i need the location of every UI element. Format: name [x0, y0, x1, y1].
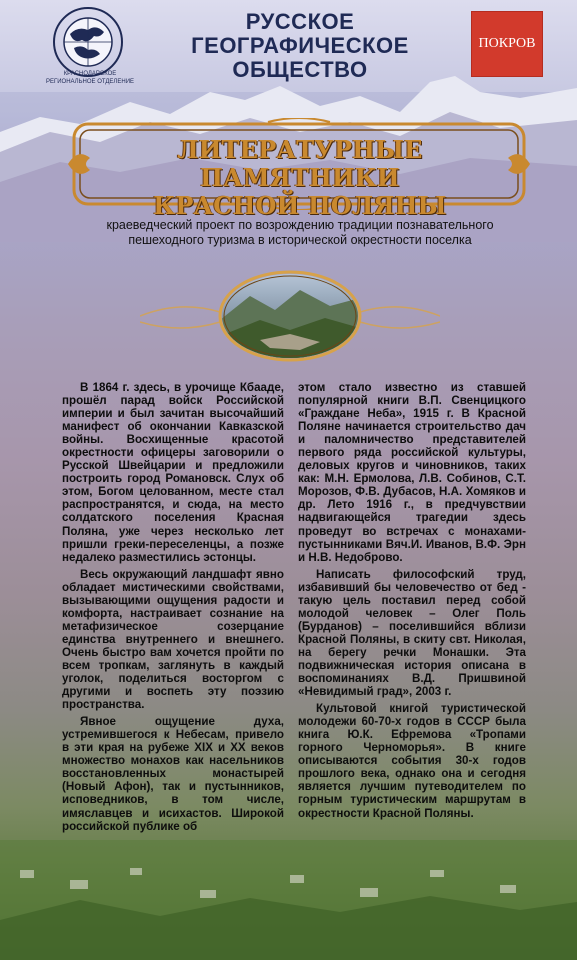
branch-line-2: РЕГИОНАЛЬНОЕ ОТДЕЛЕНИЕ — [45, 79, 135, 85]
branch-line-1: КРАСНОДАРСКОЕ — [63, 71, 117, 77]
branch-label — [20, 70, 160, 86]
org-title-line-2: ОБЩЕСТВО — [232, 57, 368, 82]
main-title-line-2: КРАСНОЙ ПОЛЯНЫ — [153, 191, 447, 220]
paragraph: Культовой книгой туристической молодежи 60-70-х годов в СССР была книга Ю.К. Ефремова «Тропами горного Черноморья». В книге описываются события 30-х годов прошлого века, однако она и сегодня является лучшим путеводителем по горным туристическим маршрутам в окрестности Красной Поляны. — [298, 702, 526, 820]
text-column-right — [298, 381, 526, 820]
main-title-line-1: ЛИТЕРАТУРНЫЕ ПАМЯТНИКИ — [177, 135, 423, 192]
subtitle-line-1: краеведческий проект по возрождению традиции познавательного — [106, 218, 494, 232]
pokrov-logo: ПОКРОВ — [472, 12, 542, 76]
text-column-left — [62, 381, 284, 833]
org-title — [150, 10, 450, 82]
paragraph: этом стало известно из ставшей популярной книги В.П. Свенцицкого «Граждане Неба», 1915 г. В Красной Поляне начинается строительство дач и паломничество представителей первого ряда российской культуры, деловых кругов и чиновников, таких как: М.Н. Ермолова, Л.В. Собинов, С.Т. Морозов, Ф.В. Дубасов, Н.А. Хомяков и др. Лето 1916 г., в предчувствии надвигающейся трагедии здесь проведут во встречах с монахами-пустынниками Вяч.И. Иванов, В.Ф. Эрн и Н.В. Недоброво. — [298, 381, 526, 564]
main-title — [80, 136, 520, 220]
paragraph: Написать философский труд, избавивший бы человечество от бед - такую цель поставил перед собой молодой человек – Олег Поль (Бурданов) – поселившийся вблизи Красной Поляны, в скиту свт. Николая, на берегу речки Монашки. Эта подвижническая история описана в воспоминаниях В.Д. Пришвиной «Невидимый град», 2003 г. — [298, 567, 526, 699]
paragraph: Весь окружающий ландшафт явно обладает мистическими свойствами, вызывающими ощущения радости и комфорта, настраивает сознание на метафизическое созерцание единства внутреннего и внешнего. Очень быстро вам хочется пройти по всем тропкам, заглянуть в каждый уголок, поделиться восторгом с другими и воспеть эту поэзию пространства. — [62, 567, 284, 712]
subtitle-line-2: пешеходного туризма в исторической окрестности поселка — [128, 233, 472, 247]
landscape-oval-image — [140, 260, 440, 370]
paragraph: Явное ощущение духа, устремившегося к Небесам, привело в эти края на рубеже XIX и XX веков множество монахов как насельников восстановленных монастырей (Новый Афон), так и пустынников, исповедников, в том числе, имяславцев и исихастов. Широкой российской публике об — [62, 715, 284, 833]
org-title-line-1: РУССКОЕ ГЕОГРАФИЧЕСКОЕ — [191, 9, 409, 58]
subtitle — [60, 218, 540, 248]
paragraph: В 1864 г. здесь, в урочище Кбааде, прошёл парад войск Российской империи и был зачитан высочайший манифест об окончании Кавказской войны. Восхищенные красотой окрестности офицеры заговорили о Русской Швейцарии и предложили построить город Романовск. Слух об этом, Богом целованном, месте стал распространятся, и сюда, на место солдатского поселения Красная Поляна, уже через несколько лет пришли греки-переселенцы, а позже недалеко разместились эстонцы. — [62, 381, 284, 564]
